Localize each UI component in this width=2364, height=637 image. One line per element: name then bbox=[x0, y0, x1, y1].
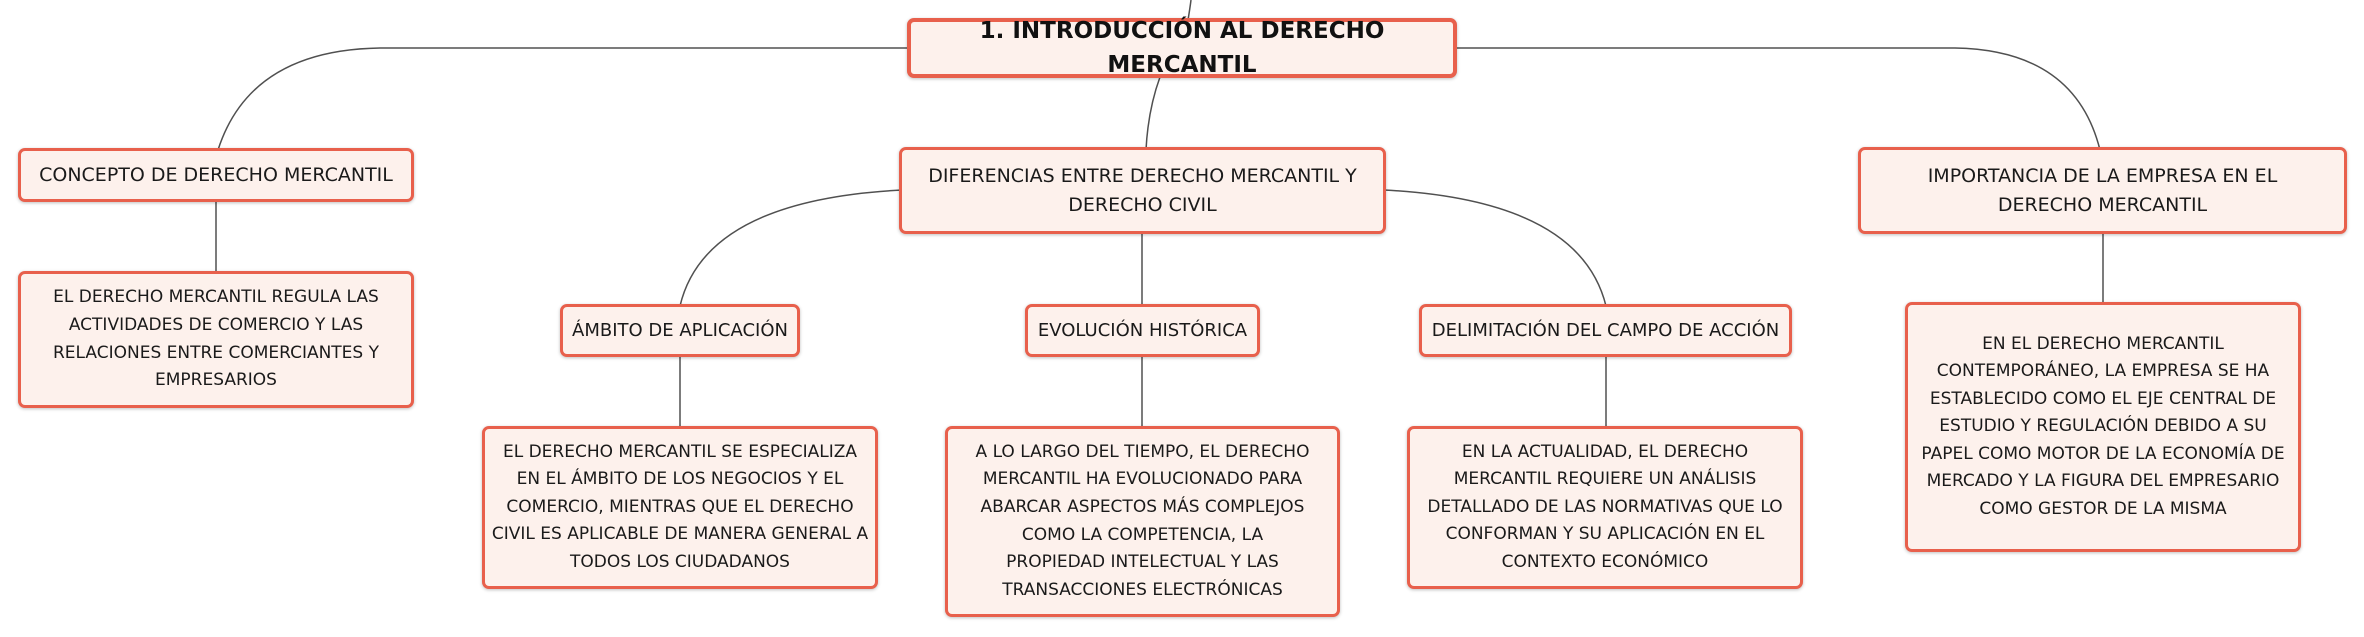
ambito-detail-node[interactable] bbox=[482, 426, 878, 589]
root-node[interactable] bbox=[907, 18, 1457, 78]
connector-root-concepto bbox=[218, 48, 907, 150]
delimitacion-detail-node[interactable] bbox=[1407, 426, 1803, 589]
root-title: 1. INTRODUCCIÓN AL DERECHO MERCANTIL bbox=[979, 17, 1385, 78]
importancia-title: IMPORTANCIA DE LA EMPRESA EN EL DERECHO MERCANTIL bbox=[1927, 165, 2278, 216]
ambito-detail-text: EL DERECHO MERCANTIL SE ESPECIALIZA EN EL ÁMBITO DE LOS NEGOCIOS Y EL COMERCIO, MIENTRAS QUE EL DERECHO CIVIL ES APLICABLE DE MANERA GENERAL A TODOS LOS CIUDADANOS bbox=[491, 441, 869, 572]
diferencias-title: DIFERENCIAS ENTRE DERECHO MERCANTIL Y DERECHO CIVIL bbox=[928, 165, 1357, 216]
connector-root-diferencias bbox=[1146, 77, 1160, 150]
evolucion-detail-node[interactable] bbox=[945, 426, 1340, 617]
concepto-node[interactable] bbox=[18, 148, 414, 202]
evolucion-detail-text: A LO LARGO DEL TIEMPO, EL DERECHO MERCANTIL HA EVOLUCIONADO PARA ABARCAR ASPECTOS MÁS COMPLEJOS COMO LA COMPETENCIA, LA PROPIEDAD INTELECTUAL Y LAS TRANSACCIONES ELECTRÓNICAS bbox=[975, 441, 1310, 600]
connector-diferencias-ambito bbox=[680, 190, 902, 306]
delimitacion-node[interactable] bbox=[1419, 304, 1792, 357]
connector-root-importancia bbox=[1456, 48, 2100, 150]
importancia-node[interactable] bbox=[1858, 147, 2347, 234]
delimitacion-detail-text: EN LA ACTUALIDAD, EL DERECHO MERCANTIL REQUIERE UN ANÁLISIS DETALLADO DE LAS NORMATIVAS QUE LO CONFORMAN Y SU APLICACIÓN EN EL CONTEXTO ECONÓMICO bbox=[1427, 441, 1783, 572]
concepto-title: CONCEPTO DE DERECHO MERCANTIL bbox=[39, 163, 393, 186]
ambito-title: ÁMBITO DE APLICACIÓN bbox=[572, 320, 788, 341]
concepto-detail-node[interactable] bbox=[18, 271, 414, 408]
ambito-node[interactable] bbox=[560, 304, 800, 357]
concepto-detail-text: EL DERECHO MERCANTIL REGULA LAS ACTIVIDADES DE COMERCIO Y LAS RELACIONES ENTRE COMERCIANTES Y EMPRESARIOS bbox=[52, 287, 380, 391]
evolucion-title: EVOLUCIÓN HISTÓRICA bbox=[1037, 320, 1248, 341]
connector-diferencias-delimitacion bbox=[1384, 190, 1606, 306]
delimitacion-title: DELIMITACIÓN DEL CAMPO DE ACCIÓN bbox=[1431, 320, 1780, 341]
importancia-detail-text: EN EL DERECHO MERCANTIL CONTEMPORÁNEO, LA EMPRESA SE HA ESTABLECIDO COMO EL EJE CENTRAL DE ESTUDIO Y REGULACIÓN DEBIDO A SU PAPEL COMO MOTOR DE LA ECONOMÍA DE MERCADO Y LA FIGURA DEL EMPRESARIO COMO GESTOR DE LA MISMA bbox=[1921, 333, 2285, 519]
importancia-detail-node[interactable] bbox=[1905, 302, 2301, 552]
evolucion-node[interactable] bbox=[1025, 304, 1260, 357]
diferencias-node[interactable] bbox=[899, 147, 1386, 234]
